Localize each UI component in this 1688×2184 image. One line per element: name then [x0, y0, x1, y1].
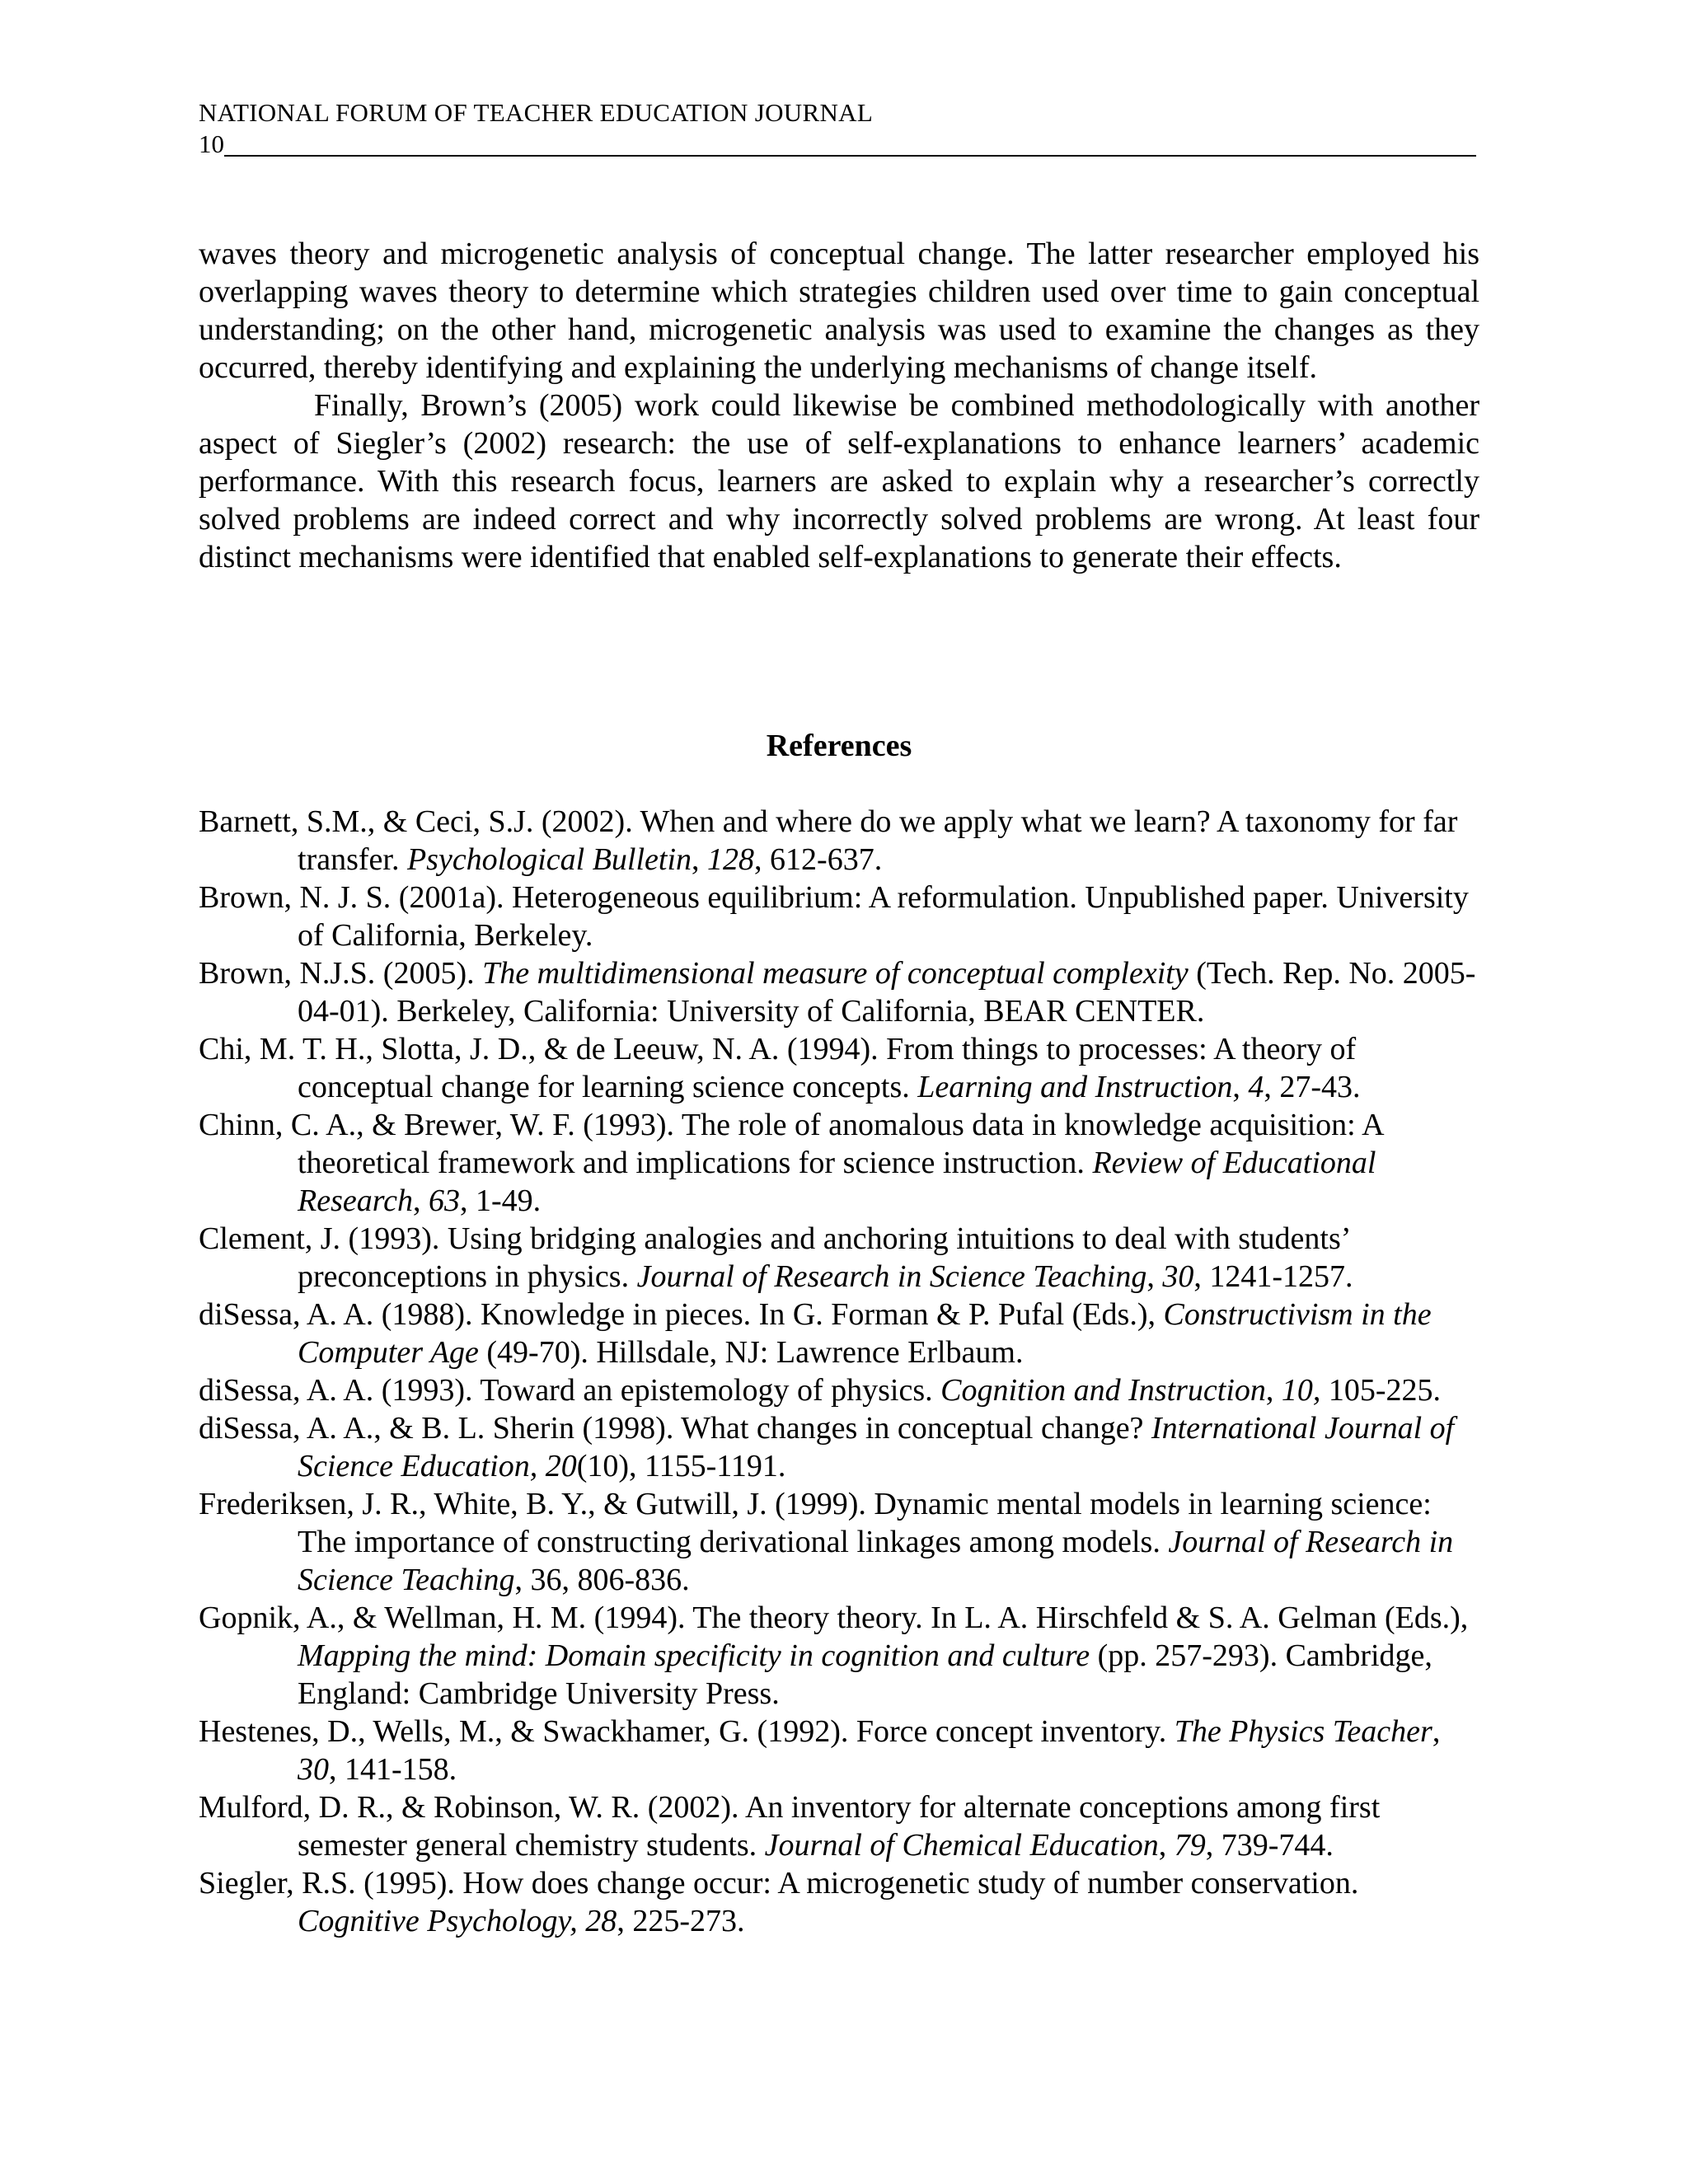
- reference-item: Brown, N.J.S. (2005). The multidimensional measure of conceptual complexity (Tech. Rep. No. 2005-04-01). Berkeley, California: University of California, BEAR CENTER.: [199, 956, 1476, 1029]
- reference-item: Siegler, R.S. (1995). How does change occur: A microgenetic study of number conservation. Cognitive Psychology, 28, 225-273.: [199, 1866, 1359, 1938]
- reference-item: Hestenes, D., Wells, M., & Swackhamer, G. (1992). Force concept inventory. The Physics Teacher, 30, 141-158.: [199, 1714, 1441, 1787]
- reference-item: Chi, M. T. H., Slotta, J. D., & de Leeuw, N. A. (1994). From things to processes: A theory of conceptual change for learning science concepts. Learning and Instruction, 4, 27-43.: [199, 1032, 1361, 1104]
- reference-item: Chinn, C. A., & Brewer, W. F. (1993). The role of anomalous data in knowledge acquisition: A theoretical framework and implications for science instruction. Review of Educational Research, 63, 1-49.: [199, 1108, 1383, 1218]
- page-number-line: [199, 129, 1476, 159]
- reference-item: Mulford, D. R., & Robinson, W. R. (2002). An inventory for alternate conceptions among first semester general chemistry students. Journal of Chemical Education, 79, 739-744.: [199, 1790, 1381, 1863]
- paragraph: waves theory and microgenetic analysis of conceptual change. The latter researcher employed his overlapping waves theory to determine which strategies children used over time to gain conceptual understanding; on the other hand, microgenetic analysis was used to examine the changes as they occurred, thereby identifying and explaining the underlying mechanisms of change itself.: [199, 237, 1479, 385]
- page-number: 10: [199, 129, 224, 158]
- reference-item: Gopnik, A., & Wellman, H. M. (1994). The theory theory. In L. A. Hirschfeld & S. A. Gelman (Eds.), Mapping the mind: Domain specificity in cognition and culture (pp. 257-293). Cambridge, England: Cambridge University Press.: [199, 1601, 1469, 1711]
- running-header: [199, 96, 1476, 159]
- reference-item: diSessa, A. A. (1988). Knowledge in pieces. In G. Forman & P. Pufal (Eds.), Constructivism in the Computer Age (49-70). Hillsdale, NJ: Lawrence Erlbaum.: [199, 1297, 1432, 1370]
- references-heading: References: [766, 729, 912, 763]
- references-list: [199, 803, 1484, 1940]
- reference-item: Barnett, S.M., & Ceci, S.J. (2002). When and where do we apply what we learn? A taxonomy for far transfer. Psychological Bulletin, 128, 612-637.: [199, 804, 1458, 877]
- reference-item: diSessa, A. A., & B. L. Sherin (1998). What changes in conceptual change? International Journal of Science Education, 20(10), 1155-1191.: [199, 1411, 1455, 1483]
- header-rule: [224, 154, 1476, 157]
- paragraph: Finally, Brown’s (2005) work could likewise be combined methodologically with another aspect of Siegler’s (2002) research: the use of self-explanations to enhance learners’ academic performance. With this research focus, learners are asked to explain why a researcher’s correctly solved problems are indeed correct and why incorrectly solved problems are wrong. At least four distinct mechanisms were identified that enabled self-explanations to generate their effects.: [199, 388, 1479, 574]
- reference-item: Frederiksen, J. R., White, B. Y., & Gutwill, J. (1999). Dynamic mental models in learning science: The importance of constructing derivational linkages among models. Journal of Research in Science Teaching, 36, 806-836.: [199, 1487, 1454, 1597]
- reference-item: Clement, J. (1993). Using bridging analogies and anchoring intuitions to deal with students’ preconceptions in physics. Journal of Research in Science Teaching, 30, 1241-1257.: [199, 1221, 1353, 1294]
- reference-item: Brown, N. J. S. (2001a). Heterogeneous equilibrium: A reformulation. Unpublished paper. University of California, Berkeley.: [199, 880, 1469, 953]
- body-text: [199, 235, 1479, 576]
- reference-item: diSessa, A. A. (1993). Toward an epistemology of physics. Cognition and Instruction, 10, 105-225.: [199, 1373, 1442, 1408]
- journal-title: NATIONAL FORUM OF TEACHER EDUCATION JOURNAL: [199, 98, 874, 127]
